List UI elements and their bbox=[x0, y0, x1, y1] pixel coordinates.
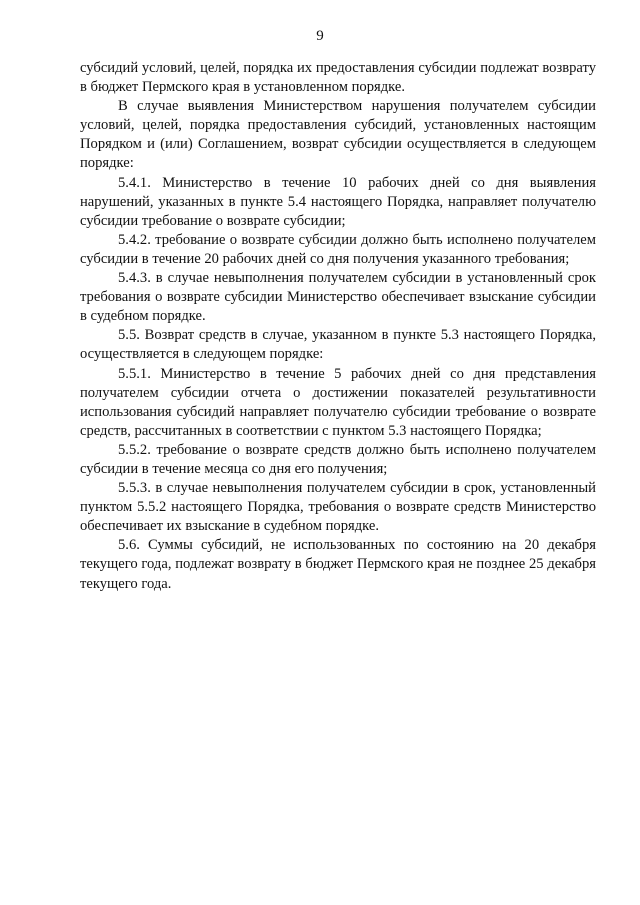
paragraph-5-5-3: 5.5.3. в случае невыполнения получателем субсидии в срок, установленный пунктом 5.5.2 настоящего Порядка, требования о возврате средств Министерство обеспечивает их взыскание в судебном порядке. bbox=[80, 480, 596, 535]
paragraph-5-5: 5.5. Возврат средств в случае, указанном в пункте 5.3 настоящего Порядка, осуществляется в следующем порядке: bbox=[80, 327, 596, 363]
paragraph-5-5-2: 5.5.2. требование о возврате средств должно быть исполнено получателем субсидии в течение месяца со дня его получения; bbox=[80, 441, 596, 477]
paragraph-5-4-1: 5.4.1. Министерство в течение 10 рабочих дней со дня выявления нарушений, указанных в пункте 5.4 настоящего Порядка, направляет получателю субсидии требование о возврате субсидии; bbox=[80, 174, 596, 229]
paragraph-5-4-3: 5.4.3. в случае невыполнения получателем субсидии в установленный срок требования о возврате субсидии Министерство обеспечивает взыскание субсидии в судебном порядке. bbox=[80, 270, 596, 325]
paragraph-5-4-2: 5.4.2. требование о возврате субсидии должно быть исполнено получателем субсидии в течение 20 рабочих дней со дня получения указанного требования; bbox=[80, 231, 596, 267]
document-body bbox=[80, 59, 596, 594]
page-number: 9 bbox=[316, 28, 324, 44]
paragraph-5-5-1: 5.5.1. Министерство в течение 5 рабочих дней со дня представления получателем субсидии отчета о достижении показателей результативности использования субсидий направляет получателю субсидии требование о возврате средств, рассчитанных в соответствии с пунктом 5.3 настоящего Порядка; bbox=[80, 365, 596, 439]
paragraph-5-6: 5.6. Суммы субсидий, не использованных по состоянию на 20 декабря текущего года, подлежат возврату в бюджет Пермского края не позднее 25 декабря текущего года. bbox=[80, 537, 596, 592]
paragraph-violation-intro: В случае выявления Министерством нарушения получателем субсидии условий, целей, порядка предоставления субсидий, установленных настоящим Порядком и (или) Соглашением, возврат субсидии осуществляется в следующем порядке: bbox=[80, 98, 596, 172]
paragraph-continuation: субсидий условий, целей, порядка их предоставления субсидии подлежат возврату в бюджет Пермского края в установленном порядке. bbox=[80, 60, 596, 96]
